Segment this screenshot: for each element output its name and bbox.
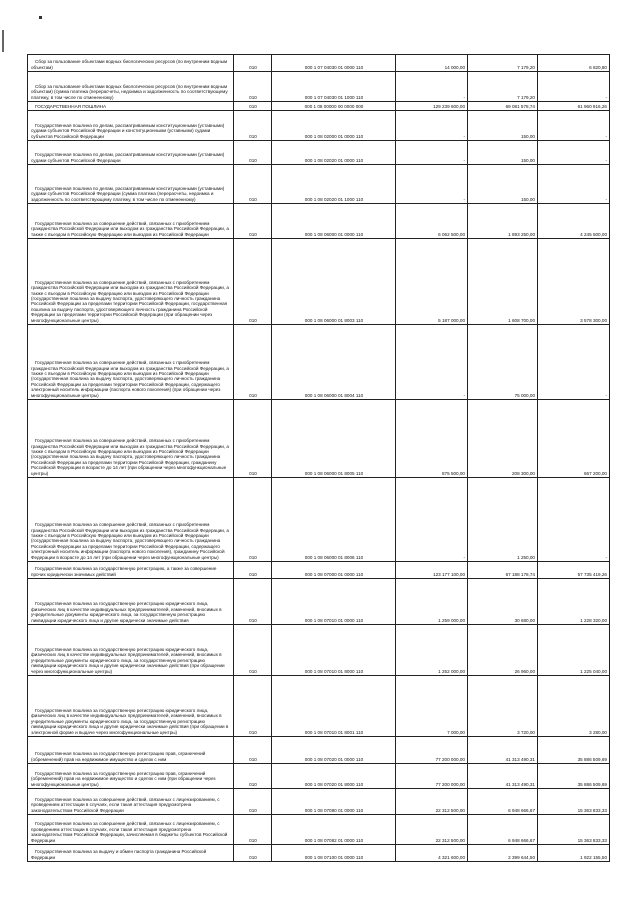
row-code: 010 xyxy=(234,737,272,764)
row-exec: 6 948 666,67 xyxy=(468,789,538,815)
row-name: Государственная пошлина за совершение действий, связанных с приобретением гражданства Российской Федерации или выходом из гражданства Российской Федерации, а также с въездом в Российскую Федерацию или выездом из Российской Федерации (государственная пошлина за выдачу паспорта, удостоверяющего личность гражданина Российской Федерации за пределами территории Российской Федерации, государственная пошлина за выдачу паспорта, удостоверяющего личность гражданина Российской Федерации за пределами территории Российской Федерации (при обращении через многофункциональные центры) xyxy=(28,239,234,325)
row-exec: 2 399 644,50 xyxy=(468,845,538,862)
row-rest: 1 922 155,50 xyxy=(538,845,610,862)
row-plan: - xyxy=(396,478,468,562)
row-exec: 67 188 178,74 xyxy=(468,562,538,579)
row-exec: 208 300,00 xyxy=(468,400,538,478)
table-row xyxy=(28,165,610,204)
row-code: 010 xyxy=(234,764,272,789)
table-row xyxy=(28,325,610,400)
row-rest: 57 735 419,26 xyxy=(538,562,610,579)
row-rest: 61 960 916,26 xyxy=(538,102,610,111)
row-name: Государственная пошлина по делам, рассматриваемым конституционными (уставными) судами субъектов Российской Федерации xyxy=(28,141,234,165)
row-kbk: 000 1 08 02020 01 1000 110 xyxy=(272,165,396,204)
row-exec: 41 313 490,31 xyxy=(468,737,538,764)
row-exec: 6 948 666,67 xyxy=(468,815,538,845)
row-name: Государственная пошлина за совершение действий, связанных с лицензированием, с проведением аттестации в случаях, если такая аттестация предусмотрена законодательством Российской Федерации, зачисляемая в бюджеты субъектов Российской Федерации xyxy=(28,815,234,845)
row-name: Государственная пошлина по делам, рассматриваемым конституционными (уставными) судами субъектов Российской Федерации (сумма платежа (перерасчеты, недоимка и задолженность по соответствующему платежу, в том числе по отмененному) xyxy=(28,165,234,204)
table-row xyxy=(28,102,610,111)
table-row xyxy=(28,400,610,478)
row-plan: - xyxy=(396,325,468,400)
table-row xyxy=(28,789,610,815)
row-plan: 7 000,00 xyxy=(396,676,468,737)
row-kbk: 000 1 08 06000 01 8006 110 xyxy=(272,478,396,562)
row-code: 010 xyxy=(234,625,272,676)
row-rest: 4 245 500,00 xyxy=(538,204,610,239)
row-rest: - xyxy=(538,325,610,400)
row-kbk: 000 1 08 06000 01 0000 110 xyxy=(272,204,396,239)
row-exec: 75 000,00 xyxy=(468,325,538,400)
row-exec: 30 680,00 xyxy=(468,579,538,625)
row-plan: - xyxy=(396,72,468,102)
row-name: Государственная пошлина за совершение действий, связанных с приобретением гражданства Российской Федерации или выходом из гражданства Российской Федерации, а также с въездом в Российскую Федерацию или выездом из Российской Федерации (государственная пошлина за выдачу паспорта, удостоверяющего личность гражданина Российской Федерации за пределами территории Российской Федерации, гражданину Российской Федерации в возрасте до 14 лет (при обращении через многофункциональные центры) xyxy=(28,400,234,478)
table-row xyxy=(28,579,610,625)
row-name: Государственная пошлина за совершение действий, связанных с лицензированием, с проведением аттестации в случаях, если такая аттестация предусмотрена законодательством Российской Федерации xyxy=(28,789,234,815)
row-kbk: 000 1 08 07020 01 0000 110 xyxy=(272,737,396,764)
row-plan: 14 000,00 xyxy=(396,55,468,72)
row-rest: 1 225 040,00 xyxy=(538,625,610,676)
row-plan: 22 312 500,00 xyxy=(396,789,468,815)
row-kbk: 000 1 08 02000 01 0000 110 xyxy=(272,111,396,141)
row-name: Государственная пошлина за совершение действий, связанных с приобретением гражданства Российской Федерации или выходом из гражданства Российской Федерации, а также с въездом в Российскую Федерацию или выездом из Российской Федерации (государственная пошлина за выдачу паспорта, удостоверяющего личность гражданина Российской Федерации за пределами территории Российской Федерации, содержащего электронный носитель информации (паспорта нового поколения) (при обращении через многофункциональные центры) xyxy=(28,325,234,400)
row-name: Государственная пошлина за государственную регистрацию прав, ограничений (обременений) прав на недвижимое имущество и сделок с ним xyxy=(28,737,234,764)
row-plan: 123 177 100,00 xyxy=(396,562,468,579)
row-rest: - xyxy=(538,72,610,102)
row-plan: 129 239 600,00 xyxy=(396,102,468,111)
row-plan: 77 200 000,00 xyxy=(396,737,468,764)
row-code: 010 xyxy=(234,165,272,204)
row-rest: 35 886 509,69 xyxy=(538,737,610,764)
row-code: 010 xyxy=(234,815,272,845)
row-rest: - xyxy=(538,111,610,141)
row-plan: - xyxy=(396,141,468,165)
row-kbk: 000 1 08 07100 01 0000 110 xyxy=(272,845,396,862)
row-kbk: 000 1 08 00000 00 0000 000 xyxy=(272,102,396,111)
row-code: 010 xyxy=(234,72,272,102)
row-name: Государственная пошлина за государственную регистрацию юридического лица, физических лиц в качестве индивидуальных предпринимателей, изменений, вносимых в учредительные документы юридического лица, за государственную регистрацию ликвидации юридического лица и другие юридически значимые действия (при обращении через многофункциональные центры) xyxy=(28,625,234,676)
row-plan: 22 312 500,00 xyxy=(396,815,468,845)
row-rest: - xyxy=(538,478,610,562)
row-kbk: 000 1 08 06000 01 8004 110 xyxy=(272,325,396,400)
table-row xyxy=(28,111,610,141)
row-exec: 7 179,20 xyxy=(468,72,538,102)
row-exec: 41 313 490,31 xyxy=(468,764,538,789)
table-row xyxy=(28,764,610,789)
row-plan: 5 187 000,00 xyxy=(396,239,468,325)
row-code: 010 xyxy=(234,400,272,478)
row-kbk: 000 1 08 07080 01 0000 110 xyxy=(272,789,396,815)
row-kbk: 000 1 07 04030 01 0000 110 xyxy=(272,55,396,72)
row-exec: 1 608 700,00 xyxy=(468,239,538,325)
row-code: 010 xyxy=(234,325,272,400)
row-name: Государственная пошлина за государственную регистрацию прав, ограничений (обременений) прав на недвижимое имущество и сделок с ним (при обращении через многофункциональные центры) xyxy=(28,764,234,789)
row-kbk: 000 1 08 07020 01 8000 110 xyxy=(272,764,396,789)
row-exec: 7 179,20 xyxy=(468,55,538,72)
row-name: Государственная пошлина за совершение действий, связанных с приобретением гражданства Российской Федерации или выходом из гражданства Российской Федерации, а также с въездом в Российскую Федерацию или выездом из Российской Федерации xyxy=(28,204,234,239)
row-rest: - xyxy=(538,165,610,204)
row-kbk: 000 1 08 06000 01 8003 110 xyxy=(272,239,396,325)
report-sheet xyxy=(27,54,609,892)
row-exec: 150,00 xyxy=(468,111,538,141)
row-plan: - xyxy=(396,165,468,204)
row-plan: 1 259 000,00 xyxy=(396,579,468,625)
row-code: 010 xyxy=(234,562,272,579)
row-code: 010 xyxy=(234,55,272,72)
row-rest: 35 886 509,69 xyxy=(538,764,610,789)
row-name: Государственная пошлина за совершение действий, связанных с приобретением гражданства Российской Федерации или выходом из гражданства Российской Федерации, а также с въездом в Российскую Федерацию или выездом из Российской Федерации (государственная пошлина за выдачу паспорта, удостоверяющего личность гражданина Российской Федерации за пределами территории Российской Федерации, содержащего электронный носитель информации (паспорта нового поколения), гражданину Российской Федерации в возрасте до 14 лет (при обращении через многофункциональные центры) xyxy=(28,478,234,562)
row-rest: 1 228 320,00 xyxy=(538,579,610,625)
row-rest: 3 280,00 xyxy=(538,676,610,737)
row-kbk: 000 1 08 07010 01 8000 110 xyxy=(272,625,396,676)
row-code: 010 xyxy=(234,478,272,562)
row-kbk: 000 1 08 06000 01 8005 110 xyxy=(272,400,396,478)
table-row xyxy=(28,239,610,325)
row-plan: - xyxy=(396,111,468,141)
row-exec: 1 893 250,00 xyxy=(468,204,538,239)
row-code: 010 xyxy=(234,845,272,862)
revenue-table xyxy=(27,54,610,862)
table-row xyxy=(28,562,610,579)
row-code: 010 xyxy=(234,789,272,815)
row-rest: 15 363 833,33 xyxy=(538,815,610,845)
table-row xyxy=(28,478,610,562)
row-exec: 26 960,00 xyxy=(468,625,538,676)
row-plan: 875 500,00 xyxy=(396,400,468,478)
row-name: Сбор за пользование объектами водных биологических ресурсов (по внутренним водным объектам) xyxy=(28,55,234,72)
row-exec: 1 250,00 xyxy=(468,478,538,562)
row-name: Государственная пошлина за выдачу и обмен паспорта гражданина Российской Федерации xyxy=(28,845,234,862)
row-plan: 6 062 500,00 xyxy=(396,204,468,239)
row-name: Государственная пошлина за государственную регистрацию юридического лица, физических лиц в качестве индивидуальных предпринимателей, изменений, вносимых в учредительные документы юридического лица, за государственную регистрацию ликвидации юридического лица и другие юридически значимые действия (при обращении в электронной форме и выдаче через многофункциональные центры) xyxy=(28,676,234,737)
row-code: 010 xyxy=(234,102,272,111)
table-row xyxy=(28,676,610,737)
row-kbk: 000 1 07 04030 01 1000 110 xyxy=(272,72,396,102)
row-plan: 4 321 600,00 xyxy=(396,845,468,862)
row-kbk: 000 1 08 07082 01 0000 110 xyxy=(272,815,396,845)
row-exec: 150,00 xyxy=(468,165,538,204)
row-name: Государственная пошлина за государственную регистрацию, а также за совершение прочих юридически значимых действий xyxy=(28,562,234,579)
row-code: 010 xyxy=(234,676,272,737)
table-row xyxy=(28,845,610,862)
row-code: 010 xyxy=(234,239,272,325)
table-row xyxy=(28,55,610,72)
row-rest: 3 578 300,00 xyxy=(538,239,610,325)
corner-mark xyxy=(39,16,42,19)
row-code: 010 xyxy=(234,141,272,165)
row-kbk: 000 1 08 07010 01 0000 110 xyxy=(272,579,396,625)
row-kbk: 000 1 08 07010 01 8001 110 xyxy=(272,676,396,737)
row-exec: 150,00 xyxy=(468,141,538,165)
table-row xyxy=(28,815,610,845)
row-name: Государственная пошлина за государственную регистрацию юридического лица, физических лиц в качестве индивидуальных предпринимателей, изменений, вносимых в учредительные документы юридического лица, за государственную регистрацию ликвидации юридического лица и другие юридически значимые действия xyxy=(28,579,234,625)
row-rest: - xyxy=(538,141,610,165)
row-rest: 6 820,80 xyxy=(538,55,610,72)
table-row xyxy=(28,204,610,239)
row-plan: 77 200 000,00 xyxy=(396,764,468,789)
table-row xyxy=(28,72,610,102)
row-rest: 15 363 833,33 xyxy=(538,789,610,815)
margin-rule xyxy=(2,30,4,52)
table-row xyxy=(28,737,610,764)
row-kbk: 000 1 08 07000 01 0000 110 xyxy=(272,562,396,579)
row-exec: 69 081 578,74 xyxy=(468,102,538,111)
row-exec: 3 720,00 xyxy=(468,676,538,737)
row-kbk: 000 1 08 02020 01 0000 110 xyxy=(272,141,396,165)
row-name: Государственная пошлина по делам, рассматриваемым конституционными (уставными) судами субъектов Российской Федерации и конституционными (уставными) судами субъектов Российской Федерации xyxy=(28,111,234,141)
table-row xyxy=(28,625,610,676)
row-rest: 667 200,00 xyxy=(538,400,610,478)
row-name: Сбор за пользование объектами водных биологических ресурсов (по внутренним водным объектам) (сумма платежа (перерасчеты, недоимка и задолженность по соответствующему платежу, в том числе по отмененному) xyxy=(28,72,234,102)
table-row xyxy=(28,141,610,165)
row-code: 010 xyxy=(234,579,272,625)
row-code: 010 xyxy=(234,111,272,141)
row-plan: 1 252 000,00 xyxy=(396,625,468,676)
row-name: ГОСУДАРСТВЕННАЯ ПОШЛИНА xyxy=(28,102,234,111)
row-code: 010 xyxy=(234,204,272,239)
